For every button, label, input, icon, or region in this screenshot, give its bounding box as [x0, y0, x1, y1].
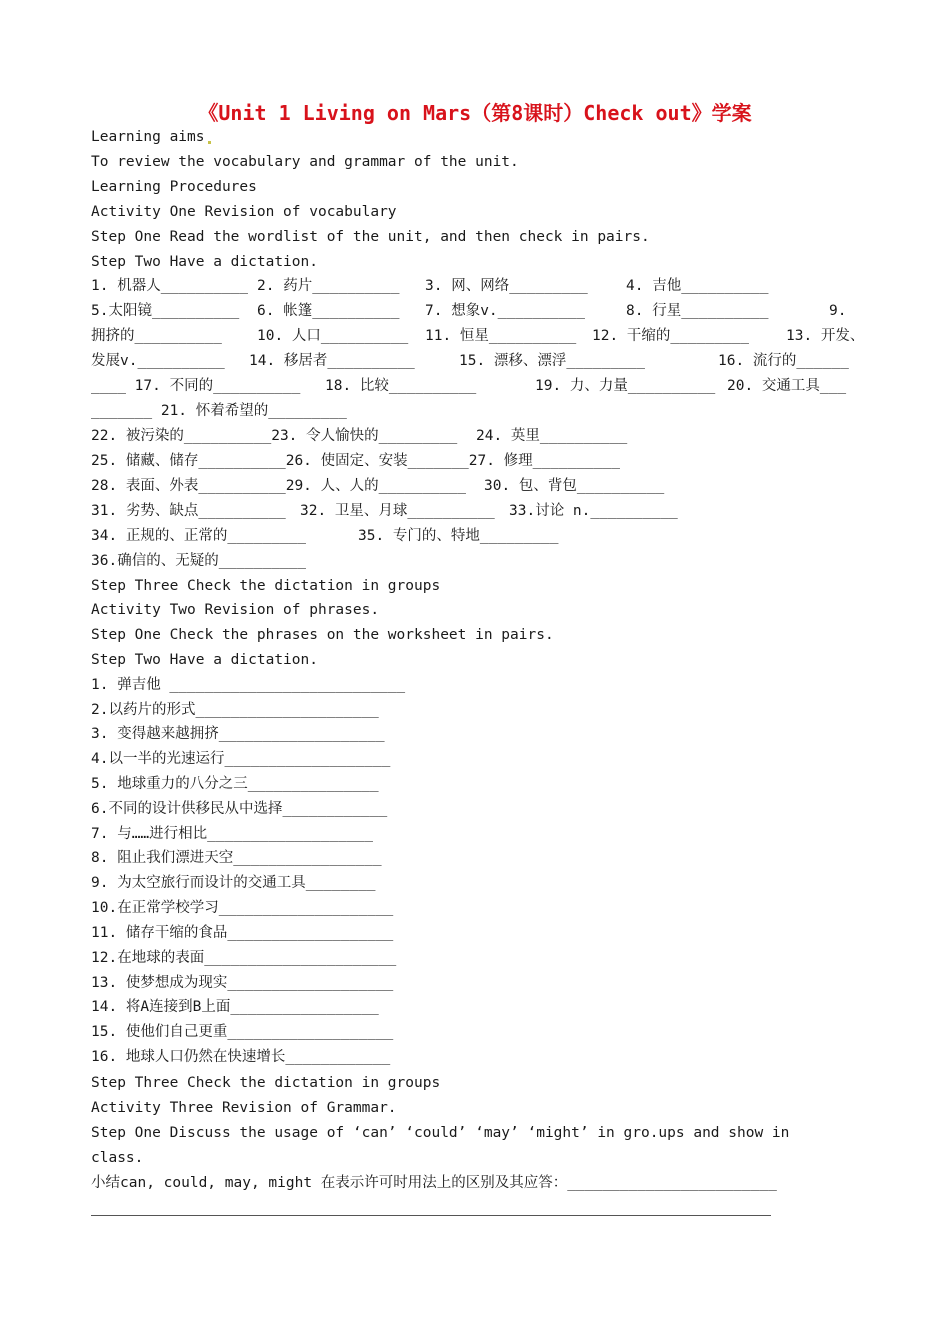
- summary-prompt: 小结can, could, may, might 在表示许可时用法上的区别及其应答：________________________: [91, 1175, 777, 1191]
- vocab-item: 34. 正规的、正常的_________: [91, 528, 306, 544]
- vocab-item: 15. 漂移、漂浮_________: [459, 353, 645, 369]
- vocab-row: [91, 424, 871, 449]
- vocab-item: 31. 劣势、缺点__________: [91, 503, 286, 519]
- vocab-item: 18. 比较__________: [325, 378, 477, 394]
- vocab-item: 9.: [829, 303, 847, 319]
- vocab-item: 25. 储藏、储存__________26. 使固定、安装_______27. 修理__________: [91, 453, 620, 469]
- phrase-item: 8. 阻止我们漂进天空_________________: [91, 850, 382, 866]
- grammar-step-one-text: Step One Discuss the usage of ‘can’ ‘could’ ‘may’ ‘might’ in gro.ups and show in: [91, 1125, 790, 1141]
- vocab-row: [91, 449, 871, 474]
- answer-rule-line: [91, 1215, 771, 1216]
- phrase-item: 5. 地球重力的八分之三_______________: [91, 776, 379, 792]
- vocab-item: _______ 21. 怀着希望的_________: [91, 403, 347, 419]
- vocab-item: 24. 英里__________: [476, 428, 628, 444]
- grammar-step-one-text-cont: class.: [91, 1150, 144, 1166]
- learning-aims-text: To review the vocabulary and grammar of the unit.: [91, 154, 519, 170]
- vocab-item: 4. 吉他__________: [626, 278, 769, 294]
- phrase-item: 14. 将A连接到B上面_________________: [91, 999, 379, 1015]
- vocab-item: 发展v.__________: [91, 353, 225, 369]
- step-one-text: Step One Read the wordlist of the unit, and then check in pairs.: [91, 229, 650, 245]
- vocab-item: 11. 恒星__________: [425, 328, 577, 344]
- vocab-item: 30. 包、背包__________: [484, 478, 665, 494]
- phrase-item: 11. 储存干缩的食品___________________: [91, 925, 394, 941]
- step-three-text: Step Three Check the dictation in groups: [91, 578, 441, 594]
- vocab-item: 3. 网、网络_________: [425, 278, 588, 294]
- vocab-item: 33.讨论 n.__________: [509, 503, 678, 519]
- vocab-item: 13. 开发、: [786, 328, 865, 344]
- vocab-row: [91, 324, 871, 349]
- phrase-item: 4.以一半的光速运行___________________: [91, 751, 391, 767]
- vocab-item: 2. 药片__________: [257, 278, 400, 294]
- vocab-item: 22. 被污染的__________23. 令人愉快的_________: [91, 428, 458, 444]
- vocab-row: [91, 524, 871, 549]
- phrase-item: 15. 使他们自己更重___________________: [91, 1024, 394, 1040]
- phrase-item: 6.不同的设计供移民从中选择____________: [91, 801, 388, 817]
- vocab-item: 32. 卫星、月球__________: [300, 503, 495, 519]
- vocab-row: [91, 349, 871, 374]
- step-two-phrases-text: Step Two Have a dictation.: [91, 652, 318, 668]
- vocab-item: 拥挤的__________: [91, 328, 222, 344]
- vocab-item: 20. 交通工具___: [727, 378, 847, 394]
- vocab-item: 35. 专门的、特地_________: [358, 528, 559, 544]
- phrase-item: 16. 地球人口仍然在快速增长____________: [91, 1049, 391, 1065]
- vocab-item: 8. 行星__________: [626, 303, 769, 319]
- vocab-row: [91, 374, 871, 399]
- activity-two-heading: Activity Two Revision of phrases.: [91, 602, 380, 618]
- vocab-item: 6. 帐篷__________: [257, 303, 400, 319]
- phrase-item: 7. 与……进行相比___________________: [91, 826, 374, 842]
- vocab-row: [91, 299, 871, 324]
- vocab-item: 12. 干缩的_________: [592, 328, 749, 344]
- vocab-row: [91, 499, 871, 524]
- stray-dot-mark: [208, 141, 211, 144]
- procedures-heading: Learning Procedures: [91, 179, 257, 195]
- vocab-item: 7. 想象v.__________: [425, 303, 585, 319]
- vocab-row: [91, 274, 871, 299]
- vocab-item: 14. 移居者__________: [249, 353, 415, 369]
- phrase-item: 2.以药片的形式_____________________: [91, 702, 379, 718]
- phrase-item: 12.在地球的表面______________________: [91, 950, 397, 966]
- vocab-row: [91, 549, 871, 574]
- vocab-item: 5.太阳镜__________: [91, 303, 240, 319]
- vocab-item: 19. 力、力量__________: [535, 378, 716, 394]
- learning-aims-heading: Learning aims: [91, 125, 863, 150]
- vocab-row: [91, 474, 871, 499]
- phrase-item: 10.在正常学校学习____________________: [91, 900, 394, 916]
- vocab-item: ____ 17. 不同的__________: [91, 378, 301, 394]
- vocab-item: 1. 机器人__________: [91, 278, 248, 294]
- activity-three-heading: Activity Three Revision of Grammar.: [91, 1100, 397, 1116]
- phrase-item: 9. 为太空旅行而设计的交通工具________: [91, 875, 376, 891]
- phrase-item: 3. 变得越来越拥挤___________________: [91, 726, 385, 742]
- phrase-item: 13. 使梦想成为现实___________________: [91, 975, 394, 991]
- page-title: 《Unit 1 Living on Mars（第8课时）Check out》学案: [198, 101, 752, 125]
- step-two-text: Step Two Have a dictation.: [91, 254, 318, 270]
- vocab-item: 36.确信的、无疑的__________: [91, 553, 306, 569]
- step-one-phrases-text: Step One Check the phrases on the worksheet in pairs.: [91, 627, 554, 643]
- step-three-phrases-text: Step Three Check the dictation in groups: [91, 1075, 441, 1091]
- vocab-item: 10. 人口__________: [257, 328, 409, 344]
- vocab-item: 28. 表面、外表__________29. 人、人的__________: [91, 478, 466, 494]
- phrase-item: 1. 弹吉他 ___________________________: [91, 677, 406, 693]
- vocab-item: 16. 流行的______: [718, 353, 849, 369]
- activity-one-heading: Activity One Revision of vocabulary: [91, 204, 397, 220]
- vocab-row: [91, 399, 871, 424]
